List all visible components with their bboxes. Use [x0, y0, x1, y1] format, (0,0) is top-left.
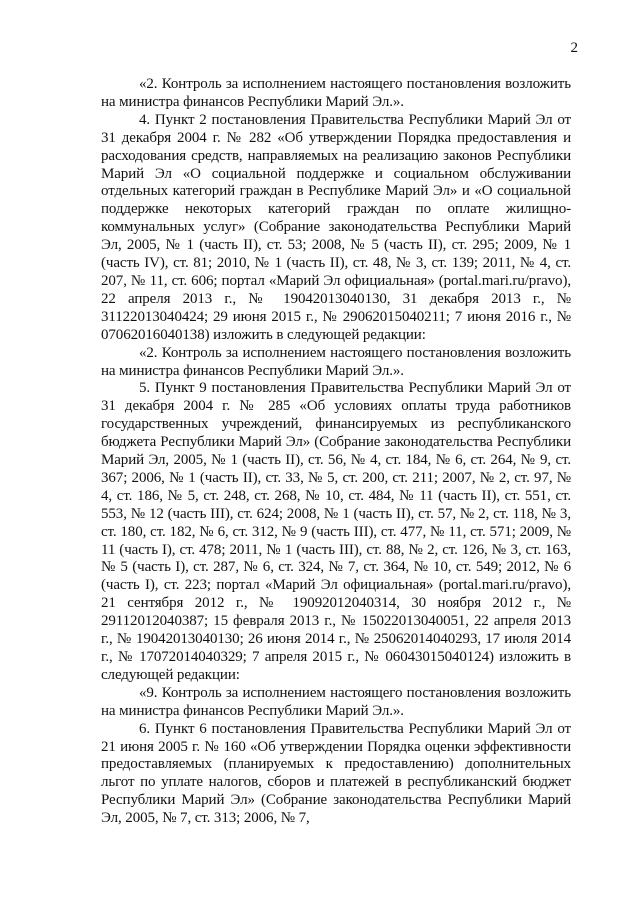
paragraph-clause-2-new-wording: «2. Контроль за исполнением настоящего постановления возложить на министра финансов Республики Марий Эл.».	[101, 344, 571, 379]
document-body	[101, 76, 571, 828]
paragraph-item-4: 4. Пункт 2 постановления Правительства Республики Марий Эл от 31 декабря 2004 г. № 282 «Об утверждении Порядка предоставления и расходования средств, направляемых на реализацию законов Республики Марий Эл «О социальной поддержке и социальном обслуживании отдельных категорий граждан в Республике Марий Эл» и «О социальной поддержке некоторых категорий граждан по оплате жилищно-коммунальных услуг» (Собрание законодательства Республики Марий Эл, 2005, № 1 (часть II), ст. 53; 2008, № 5 (часть II), ст. 295; 2009, № 1 (часть IV), ст. 81; 2010, № 1 (часть II), ст. 48, № 3, ст. 139; 2011, № 4, ст. 207, № 11, ст. 606; портал «Марий Эл официальная» (portal.mari.ru/pravo), 22 апреля 2013 г., № 19042013040130, 31 декабря 2013 г., № 31122013040424; 29 июня 2015 г., № 29062015040211; 7 июня 2016 г., № 07062016040138) изложить в следующей редакции:	[101, 111, 571, 343]
paragraph-clause-9-new-wording: «9. Контроль за исполнением настоящего постановления возложить на министра финансов Республики Марий Эл.».	[101, 684, 571, 719]
page-number: 2	[570, 40, 578, 56]
paragraph-item-5: 5. Пункт 9 постановления Правительства Республики Марий Эл от 31 декабря 2004 г. № 285 «Об условиях оплаты труда работников государственных учреждений, финансируемых из республиканского бюджета Республики Марий Эл» (Собрание законодательства Республики Марий Эл, 2005, № 1 (часть II), ст. 56, № 4, ст. 184, № 6, ст. 264, № 9, ст. 367; 2006, № 1 (часть II), ст. 33, № 5, ст. 200, ст. 211; 2007, № 2, ст. 97, № 4, ст. 186, № 5, ст. 248, ст. 268, № 10, ст. 484, № 11 (часть II), ст. 551, ст. 553, № 12 (часть III), ст. 624; 2008, № 1 (часть II), ст. 57, № 2, ст. 118, № 3, ст. 180, ст. 182, № 6, ст. 312, № 9 (часть III), ст. 477, № 11, ст. 571; 2009, № 11 (часть I), ст. 478; 2011, № 1 (часть III), ст. 88, № 2, ст. 126, № 3, ст. 163, № 5 (часть I), ст. 287, № 6, ст. 324, № 7, ст. 364, № 10, ст. 549; 2012, № 6 (часть I), ст. 223; портал «Марий Эл официальная» (portal.mari.ru/pravo), 21 сентября 2012 г., № 19092012040314, 30 ноября 2012 г., № 29112012040387; 15 февраля 2013 г., № 15022013040051, 22 апреля 2013 г., № 19042013040130; 26 июня 2014 г., № 25062014040293, 17 июля 2014 г., № 17072014040329; 7 апреля 2015 г., № 06043015040124) изложить в следующей редакции:	[101, 380, 571, 683]
paragraph-item-6: 6. Пункт 6 постановления Правительства Республики Марий Эл от 21 июня 2005 г. № 160 «Об утверждении Порядка оценки эффективности предоставляемых (планируемых к предоставлению) дополнительных льгот по уплате налогов, сборов и платежей в республиканский бюджет Республики Марий Эл» (Собрание законодательства Республики Марий Эл, 2005, № 7, ст. 313; 2006, № 7,	[101, 720, 571, 827]
paragraph-clause-2-quote: «2. Контроль за исполнением настоящего постановления возложить на министра финансов Республики Марий Эл.».	[101, 76, 571, 110]
